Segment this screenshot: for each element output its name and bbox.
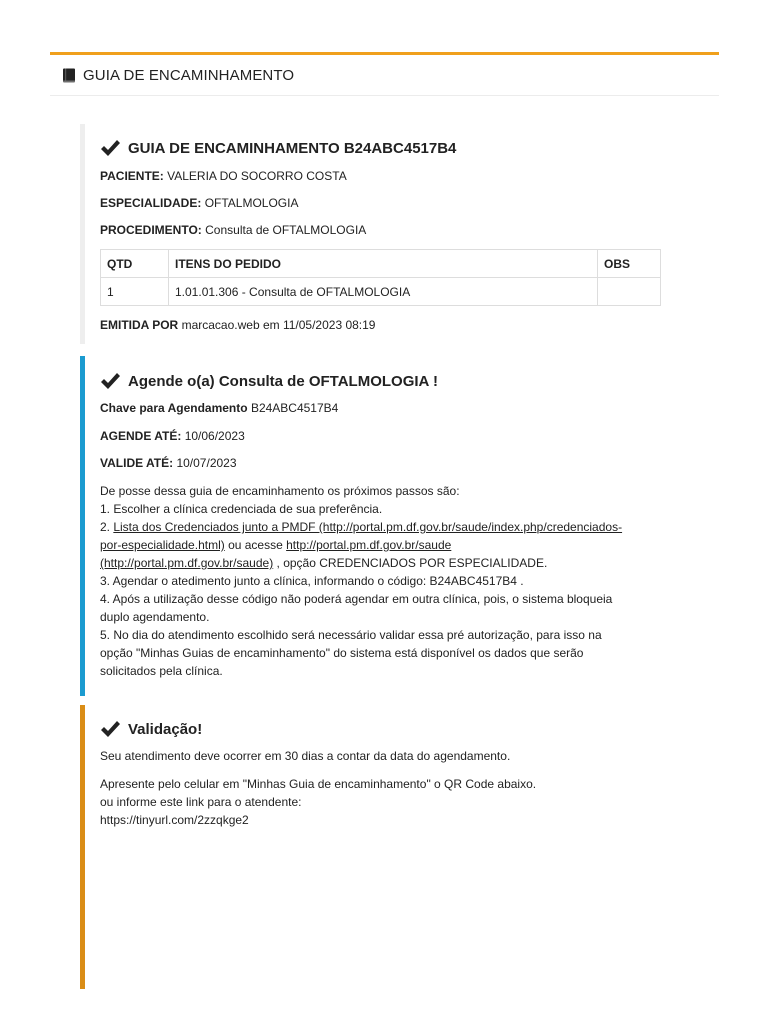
cell-qtd: 1 bbox=[101, 278, 169, 306]
saude-portal-link-cont[interactable]: (http://portal.pm.df.gov.br/saude) bbox=[100, 556, 274, 570]
procedimento-value: Consulta de OFTALMOLOGIA bbox=[205, 223, 367, 237]
page-title: GUIA DE ENCAMINHAMENTO bbox=[83, 67, 295, 84]
chave-value: B24ABC4517B4 bbox=[250, 401, 339, 415]
step-5-cont-1: opção "Minhas Guias de encaminhamento" do sistema está disponível os dados que serão bbox=[100, 646, 584, 660]
validacao-line-1: Seu atendimento deve ocorrer em 30 dias a contar da data do agendamento. bbox=[100, 749, 511, 763]
chave-label: Chave para Agendamento bbox=[100, 401, 248, 415]
validacao-line-2: Apresente pelo celular em "Minhas Guia de encaminhamento" o QR Code abaixo. bbox=[100, 777, 537, 791]
cell-item: 1.01.01.306 - Consulta de OFTALMOLOGIA bbox=[169, 278, 598, 306]
check-icon bbox=[100, 372, 120, 390]
paciente-value: VALERIA DO SOCORRO COSTA bbox=[167, 169, 347, 183]
step-5: 5. No dia do atendimento escolhido será necessário validar essa pré autorização, para isso na bbox=[100, 628, 602, 642]
step-2-cont-2 bbox=[100, 554, 680, 572]
emitida-line bbox=[100, 316, 680, 334]
step-1: 1. Escolher a clínica credenciada de sua preferência. bbox=[100, 502, 383, 516]
table-row bbox=[101, 278, 661, 306]
col-header-itens: ITENS DO PEDIDO bbox=[169, 250, 598, 278]
valide-ate-value: 10/07/2023 bbox=[176, 456, 237, 470]
steps-intro: De posse dessa guia de encaminhamento os próximos passos são: bbox=[100, 484, 460, 498]
guia-heading bbox=[100, 139, 680, 157]
procedimento-label: PROCEDIMENTO: bbox=[100, 223, 202, 237]
step-4: 4. Após a utilização desse código não poderá agendar em outra clínica, pois, o sistema bloqueia bbox=[100, 592, 613, 606]
agende-callout bbox=[80, 356, 680, 696]
valide-ate-line bbox=[100, 454, 680, 472]
tinyurl-link[interactable]: https://tinyurl.com/2zzqkge2 bbox=[100, 813, 249, 827]
step-2-cont-1 bbox=[100, 536, 680, 554]
steps-block bbox=[100, 482, 680, 680]
especialidade-value: OFTALMOLOGIA bbox=[204, 196, 299, 210]
table-header-row bbox=[101, 250, 661, 278]
valide-ate-label: VALIDE ATÉ: bbox=[100, 456, 174, 470]
chave-line bbox=[100, 399, 680, 417]
validacao-line-3: ou informe este link para o atendente: bbox=[100, 795, 302, 809]
paciente-label: PACIENTE: bbox=[100, 169, 164, 183]
step-2-mid: ou acesse bbox=[224, 538, 287, 552]
agende-ate-value: 10/06/2023 bbox=[184, 429, 245, 443]
validacao-heading-text: Validação! bbox=[128, 720, 203, 738]
agende-heading bbox=[100, 372, 680, 390]
guia-heading-text: GUIA DE ENCAMINHAMENTO B24ABC4517B4 bbox=[128, 139, 457, 157]
paciente-line bbox=[100, 167, 680, 185]
col-header-obs: OBS bbox=[598, 250, 661, 278]
step-2-prefix: 2. bbox=[100, 520, 114, 534]
col-header-qtd: QTD bbox=[101, 250, 169, 278]
validacao-callout bbox=[80, 705, 680, 989]
validacao-heading bbox=[100, 720, 680, 738]
saude-portal-link[interactable]: http://portal.pm.df.gov.br/saude bbox=[286, 538, 452, 552]
step-2-suffix: , opção CREDENCIADOS POR ESPECIALIDADE. bbox=[273, 556, 548, 570]
especialidade-label: ESPECIALIDADE: bbox=[100, 196, 202, 210]
agende-heading-text: Agende o(a) Consulta de OFTALMOLOGIA ! bbox=[128, 372, 438, 390]
items-table bbox=[100, 249, 661, 306]
credenciados-link[interactable]: Lista dos Credenciados junto a PMDF (http://portal.pm.df.gov.br/saude/index.php/credenciados- bbox=[113, 520, 623, 534]
especialidade-line bbox=[100, 194, 680, 212]
check-icon bbox=[100, 139, 120, 157]
page-header-panel bbox=[50, 52, 719, 96]
agende-ate-line bbox=[100, 427, 680, 445]
book-icon bbox=[62, 68, 76, 84]
step-2 bbox=[100, 518, 680, 536]
credenciados-link-cont[interactable]: por-especialidade.html) bbox=[100, 538, 225, 552]
emitida-label: EMITIDA POR bbox=[100, 318, 179, 332]
emitida-value: marcacao.web em 11/05/2023 08:19 bbox=[181, 318, 376, 332]
cell-obs bbox=[598, 278, 661, 306]
guia-callout bbox=[80, 124, 680, 344]
check-icon bbox=[100, 720, 120, 738]
step-4-cont: duplo agendamento. bbox=[100, 610, 210, 624]
step-3: 3. Agendar o atedimento junto a clínica, informando o código: B24ABC4517B4 . bbox=[100, 574, 524, 588]
agende-ate-label: AGENDE ATÉ: bbox=[100, 429, 182, 443]
step-5-cont-2: solicitados pela clínica. bbox=[100, 664, 223, 678]
procedimento-line bbox=[100, 221, 680, 239]
